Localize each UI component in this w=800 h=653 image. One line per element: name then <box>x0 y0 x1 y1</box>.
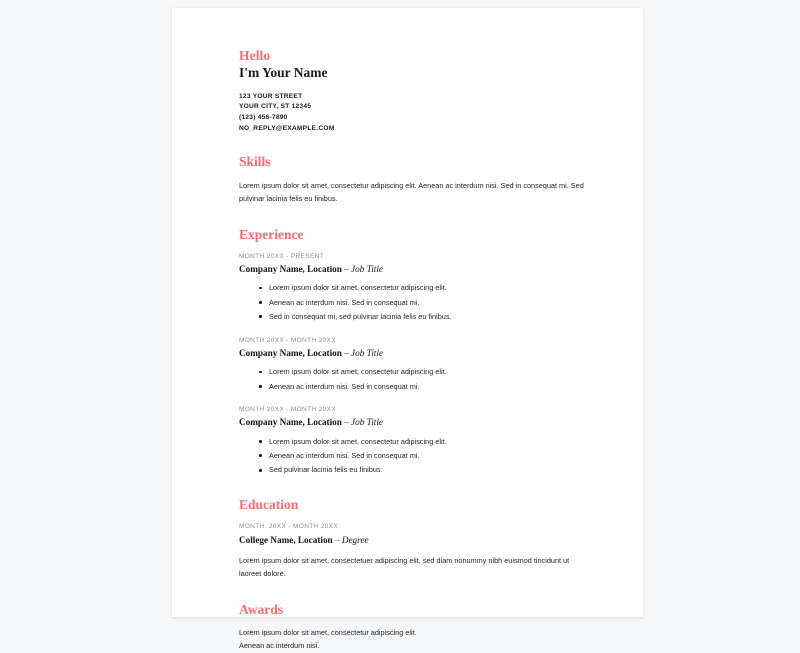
section-heading-education: Education <box>239 497 299 513</box>
contact-street: 123 YOUR STREET <box>239 92 303 100</box>
entry-bullet-list <box>239 436 585 476</box>
awards-line: Aenean ac interdum nisi. <box>239 641 320 651</box>
section-skills <box>239 154 585 205</box>
entry-role: Degree <box>341 534 369 545</box>
skills-body: Lorem ipsum dolor sit amet, consectetur adipiscing elit. Aenean ac interdum nisi. Sed in consequat mi. Sed pulvinar lacinia felis eu finibus. <box>239 180 584 203</box>
entry-organization: Company Name, Location <box>239 417 342 428</box>
education-entry <box>239 522 585 580</box>
entry-bullet-list <box>239 282 585 322</box>
entry-title <box>239 416 585 428</box>
section-awards <box>239 602 585 653</box>
entry-date: MONTH 20XX - PRESENT <box>239 252 325 260</box>
entry-separator: – <box>341 417 352 428</box>
entry-organization: College Name, Location <box>239 534 333 545</box>
section-experience <box>239 227 585 477</box>
list-item: Aenean ac interdum nisi. Sed in consequat mi. <box>259 297 585 309</box>
entry-role: Job Title <box>351 347 383 358</box>
contact-phone: (123) 456-7890 <box>239 114 288 122</box>
entry-organization: Company Name, Location <box>239 347 342 358</box>
entry-organization: Company Name, Location <box>239 263 342 274</box>
contact-email: NO_REPLY@EXAMPLE.COM <box>239 124 335 132</box>
list-item: Lorem ipsum dolor sit amet, consectetur adipiscing elit. <box>259 436 585 448</box>
resume-content <box>239 48 585 653</box>
section-education <box>239 497 585 581</box>
entry-bullet-list <box>239 366 585 392</box>
list-item: Aenean ac interdum nisi. Sed in consequat mi. <box>259 381 585 393</box>
entry-title <box>239 347 585 359</box>
entry-separator: – <box>332 534 342 545</box>
section-heading-experience: Experience <box>239 226 304 242</box>
entry-separator: – <box>341 347 352 358</box>
contact-city-state-zip: YOUR CITY, ST 12345 <box>239 103 312 111</box>
resume-page <box>172 8 643 651</box>
experience-entry <box>239 336 585 393</box>
experience-entry <box>239 252 585 323</box>
entry-role: Job Title <box>351 263 383 274</box>
entry-date: MONTH 20XX - MONTH 20XX <box>239 336 336 344</box>
entry-title <box>239 263 585 275</box>
section-heading-awards: Awards <box>239 601 284 617</box>
candidate-name: I'm Your Name <box>239 64 328 80</box>
awards-line: Lorem ipsum dolor sit amet, consectetur adipiscing elit. <box>239 628 417 638</box>
entry-date: MONTH 20XX - MONTH 20XX <box>239 523 339 531</box>
list-item: Aenean ac interdum nisi. Sed in consequat mi. <box>259 450 585 462</box>
entry-role: Job Title <box>351 417 383 428</box>
entry-date: MONTH 20XX - MONTH 20XX <box>239 406 336 414</box>
resume-header <box>239 48 585 134</box>
section-heading-skills: Skills <box>239 154 271 170</box>
education-body: Lorem ipsum dolor sit amet, consectetuer adipiscing elit, sed diam nonummy nibh euismod tincidunt ut laoreet dolore. <box>239 555 570 578</box>
list-item: Lorem ipsum dolor sit amet, consectetur adipiscing elit. <box>259 366 585 378</box>
list-item: Sed in consequat mi, sed pulvinar lacinia felis eu finibus. <box>259 311 585 323</box>
contact-block <box>239 92 585 135</box>
list-item: Sed pulvinar lacinia felis eu finibus. <box>259 464 585 476</box>
experience-entry <box>239 405 585 476</box>
entry-separator: – <box>341 263 352 274</box>
list-item: Lorem ipsum dolor sit amet, consectetur adipiscing elit. <box>259 282 585 294</box>
entry-title <box>239 534 585 546</box>
greeting-text: Hello <box>239 48 271 63</box>
